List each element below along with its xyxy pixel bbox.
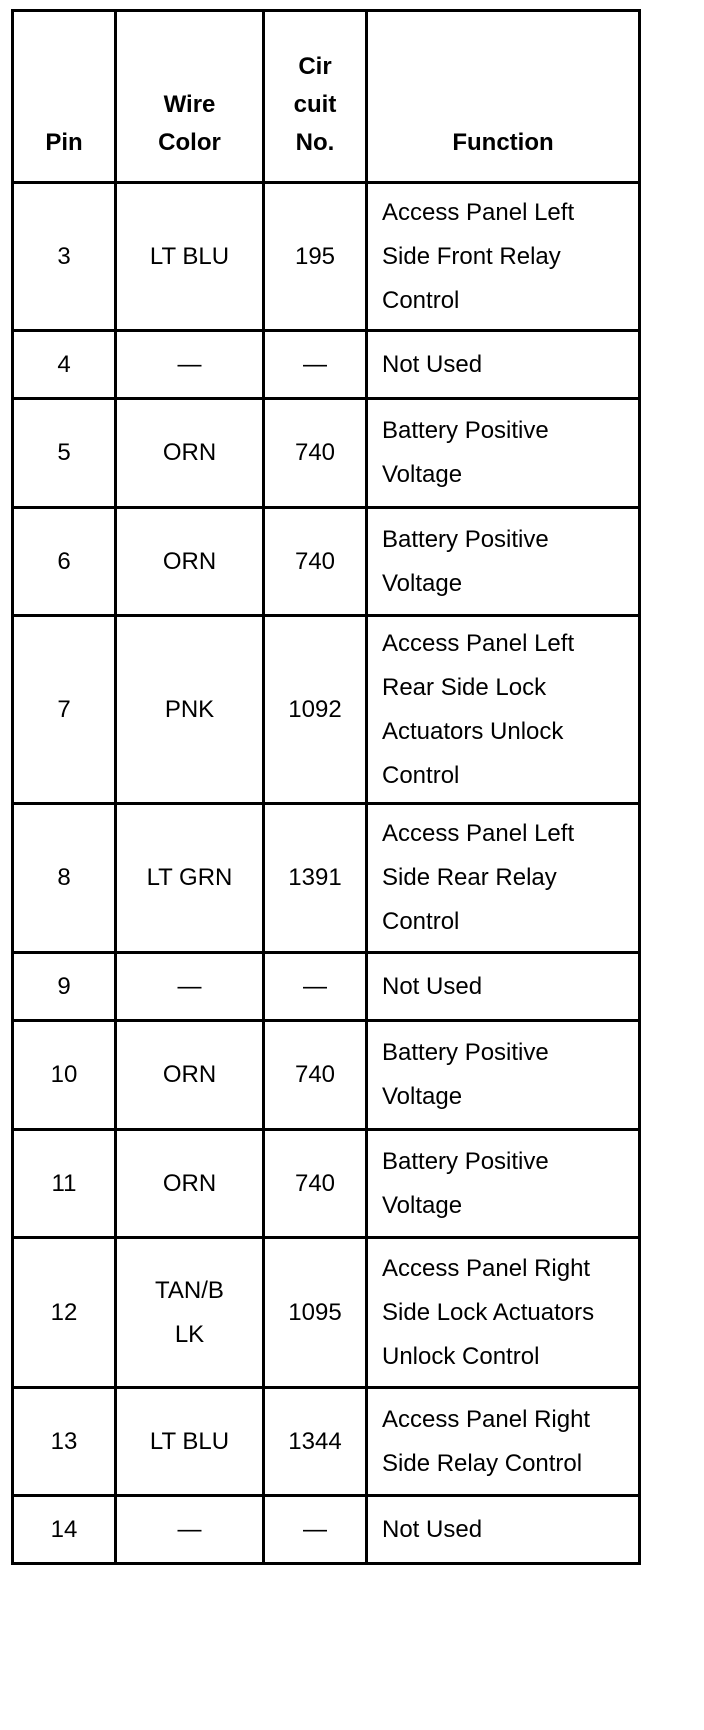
table-row [13,804,640,953]
table-row [13,508,640,616]
circuit-number-cell: 1092 [264,616,367,804]
table-row [13,1130,640,1238]
wire-color-cell: LT BLU [116,183,264,331]
function-cell [367,331,640,399]
circuit-number-cell: — [264,331,367,399]
connector-pinout-table [11,9,641,1565]
wire-color-cell: LT GRN [116,804,264,953]
cell-line: Access Panel Right [382,1254,591,1282]
circuit-number-cell: 740 [264,1130,367,1238]
cell-line: Side Front Relay [382,242,561,270]
circuit-header-line1: Cir [298,53,332,80]
cell-line: Not Used [382,1515,483,1543]
function-header-label: Function [452,129,554,156]
table-row [13,616,640,804]
function-cell [367,1021,640,1130]
pin-cell: 5 [13,399,116,508]
table-row [13,953,640,1021]
wire-color-cell: ORN [116,1130,264,1238]
circuit-number-cell: 740 [264,1021,367,1130]
table-row [13,1388,640,1496]
table-row [13,1496,640,1564]
function-cell [367,616,640,804]
wire-color-cell: — [116,331,264,399]
pin-cell: 8 [13,804,116,953]
pin-cell: 14 [13,1496,116,1564]
cell-line: Access Panel Left [382,820,575,847]
cell-line: Side Rear Relay [382,864,557,891]
cell-line: LK [174,1320,205,1348]
table-row [13,331,640,399]
pin-cell: 7 [13,616,116,804]
pin-cell: 6 [13,508,116,616]
wire-color-cell: ORN [116,399,264,508]
cell-line: Access Panel Right [382,1405,591,1433]
pin-cell: 11 [13,1130,116,1238]
wire-color-cell: — [116,953,264,1021]
function-cell [367,953,640,1021]
cell-line: Control [382,761,460,789]
circuit-number-header [264,11,367,183]
circuit-number-cell: 740 [264,399,367,508]
circuit-number-cell: 1391 [264,804,367,953]
wire-color-header-line1: Wire [163,91,216,118]
cell-line: Side Lock Actuators [382,1298,595,1326]
circuit-number-cell: 1344 [264,1388,367,1496]
cell-line: Battery Positive [382,417,549,444]
function-header [367,11,640,183]
cell-line: Battery Positive [382,525,549,553]
wire-color-cell: ORN [116,508,264,616]
table-row [13,1238,640,1388]
pin-cell: 10 [13,1021,116,1130]
cell-line: Unlock Control [382,1342,540,1370]
wire-color-cell [116,1238,264,1388]
pin-cell: 12 [13,1238,116,1388]
cell-line: Not Used [382,350,483,378]
function-cell [367,1496,640,1564]
wire-color-cell: ORN [116,1021,264,1130]
cell-line: Side Relay Control [382,1449,583,1477]
pin-header-label: Pin [45,129,83,156]
circuit-header-line2: cuit [293,91,337,118]
pin-cell: 4 [13,331,116,399]
circuit-number-cell: — [264,953,367,1021]
wire-color-header-line2: Color [158,129,221,156]
circuit-number-cell: — [264,1496,367,1564]
cell-line: Rear Side Lock [382,673,547,701]
pin-cell: 13 [13,1388,116,1496]
wire-color-header [116,11,264,183]
cell-line: Battery Positive [382,1147,549,1175]
cell-line: Voltage [382,569,463,597]
cell-line: Battery Positive [382,1039,549,1066]
header-row [13,11,640,183]
function-cell [367,1130,640,1238]
pin-cell: 9 [13,953,116,1021]
cell-line: Actuators Unlock [382,717,564,745]
cell-line: Voltage [382,1083,463,1110]
cell-line: TAN/B [155,1276,224,1304]
circuit-number-cell: 1095 [264,1238,367,1388]
circuit-number-cell: 195 [264,183,367,331]
table-row [13,1021,640,1130]
wire-color-cell: LT BLU [116,1388,264,1496]
table-row [13,183,640,331]
cell-line: Control [382,286,460,314]
wire-color-cell: — [116,1496,264,1564]
pin-header [13,11,116,183]
cell-line: Voltage [382,1191,463,1219]
cell-line: Control [382,908,460,935]
function-cell [367,1238,640,1388]
circuit-header-line3: No. [295,129,335,156]
function-cell [367,183,640,331]
pin-cell: 3 [13,183,116,331]
cell-line: Voltage [382,461,463,488]
cell-line: Access Panel Left [382,629,575,657]
wire-color-cell: PNK [116,616,264,804]
table-row [13,399,640,508]
function-cell [367,508,640,616]
function-cell [367,399,640,508]
circuit-number-cell: 740 [264,508,367,616]
cell-line: Not Used [382,972,483,1000]
function-cell [367,804,640,953]
function-cell [367,1388,640,1496]
cell-line: Access Panel Left [382,198,575,226]
